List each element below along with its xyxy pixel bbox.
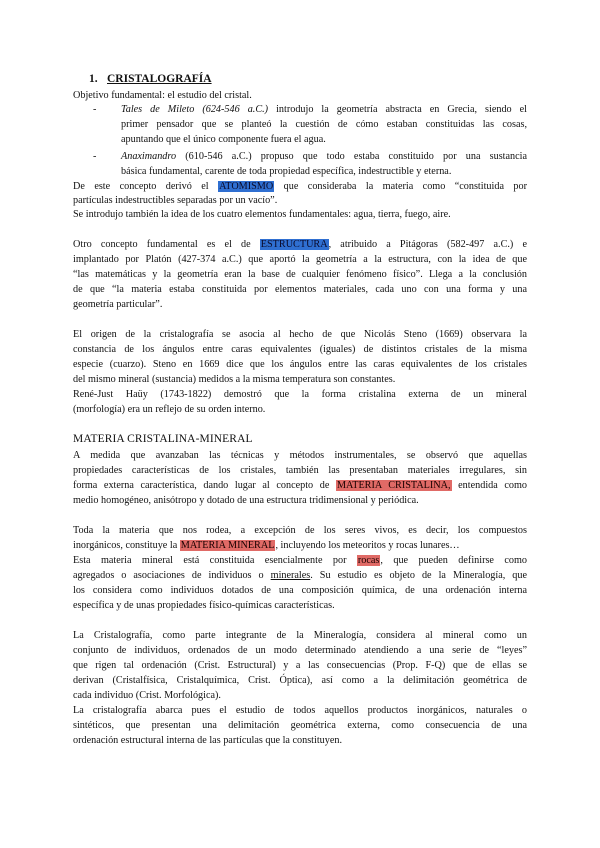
p6-line-2: conjunto de individuos, ordenados de un modo determinado atendiendo a una serie de “leyes” [73, 645, 527, 656]
text: que consideraba la materia como “constituida por [274, 181, 527, 192]
highlight-atomismo: ATOMISMO [219, 181, 274, 192]
highlight-materia-mineral: MATERIA MINERAL [180, 540, 275, 551]
bullet-1-line-2: primer pensador que se planteó la cuestión de cómo estaban constituidas las cosas, [121, 119, 527, 130]
bullet-1-name: Tales de Mileto (624-546 a.C.) [121, 104, 269, 115]
p4-line-3 [73, 479, 527, 493]
text: Otro concepto fundamental es el de [73, 239, 260, 250]
p3-line-6: (morfología) era un reflejo de su orden interno. [73, 404, 266, 415]
bullet-marker: - [93, 151, 97, 162]
p6-line-7: sintéticos, que presentan una delimitación geométrica externa, como consecuencia de una [73, 720, 527, 731]
p6-line-3: que rigen tal ordenación (Crist. Estructural) y a las consecuencias (Prop. F-Q) que de ellas se [73, 660, 527, 671]
bullet-2-text: (610-546 a.C.) propuso que todo estaba constituido por una sustancia [176, 151, 527, 162]
p3-line-1: El origen de la cristalografía se asocia al hecho de que Nicolás Steno (1669) observara la [73, 329, 527, 340]
text: . Su estudio es objeto de la Mineralogía, que [310, 570, 527, 581]
bullet-1-line-1 [121, 103, 527, 117]
p5-line-2 [73, 539, 527, 553]
p5-line-4 [73, 569, 527, 583]
p2-line-2: implantado por Platón (427-374 a.C.) que aportó la geometría a la estructura, con la idea de que [73, 254, 527, 265]
text: inorgánicos, constituye la [73, 540, 180, 551]
p4-line-2: propiedades características de los cristales, también las presentaban materiales irregulares, sin [73, 465, 527, 476]
text: , atribuido a Pitágoras (582-497 a.C.) e [328, 239, 527, 250]
text: forma externa característica, dando lugar al concepto de [73, 480, 336, 491]
objective-line: Objetivo fundamental: el estudio del cristal. [73, 90, 252, 101]
p1-line-1 [73, 180, 527, 194]
bullet-2-line-2: básica fundamental, carente de toda propiedad específica, indestructible y eterna. [121, 166, 452, 177]
bullet-2-name: Anaximandro [121, 151, 177, 162]
bullet-1-line-3: apuntando que el único componente fuera el agua. [121, 134, 326, 145]
bullet-2-line-1 [121, 150, 527, 164]
text: agregados o asociaciones de individuos o [73, 570, 271, 581]
heading-number: 1. [89, 73, 98, 85]
p3-line-3: especie (cuarzo). Steno en 1669 dice que los ángulos entre las caras equivalentes de los cristales [73, 359, 527, 370]
p6-line-8: ordenación estructural interna de las partículas que la constituyen. [73, 735, 343, 746]
p5-line-5: los considera como individuos dotados de una composición química, de una ordenación interna [73, 585, 527, 596]
highlight-rocas: rocas [357, 555, 380, 566]
heading-title: CRISTALOGRAFÍA [107, 73, 212, 85]
bullet-1-text: introdujo la geometría abstracta en Grecia, siendo el [268, 104, 527, 115]
text: , que pueden definirse como [380, 555, 527, 566]
p3-line-4: del mismo mineral (sustancia) medidos a la misma temperatura son constantes. [73, 374, 396, 385]
p5-line-1: Toda la materia que nos rodea, a excepción de los seres vivos, es decir, los compuestos [73, 525, 527, 536]
highlight-estructura: ESTRUCTURA [260, 239, 328, 250]
p5-line-3 [73, 554, 527, 568]
p1-line-2: partículas indestructibles separadas por un vacío”. [73, 195, 278, 206]
p2-line-3: “las matemáticas y la geometría eran la base de cualquier fenómeno físico”. Llega a la conclusión [73, 269, 527, 280]
p6-line-4: derivan (Cristalfísica, Cristalquímica, Crist. Óptica), así como a la delimitación geométrica de [73, 675, 527, 686]
p2-line-4: de que “la materia estaba constituida por elementos materiales, cada uno con una forma y una [73, 284, 527, 295]
p3-line-5: René-Just Haüy (1743-1822) demostró que la forma cristalina externa de un mineral [73, 389, 527, 400]
text: entendida como [451, 480, 527, 491]
p6-line-1: La Cristalografía, como parte integrante de la Mineralogía, considera al mineral como un [73, 630, 527, 641]
section-2-title: MATERIA CRISTALINA-MINERAL [73, 433, 253, 445]
text: De este concepto derivó el [73, 181, 219, 192]
bullet-marker: - [93, 104, 97, 115]
underlined-minerales: minerales [270, 570, 311, 581]
p6-line-5: cada individuo (Crist. Morfológica). [73, 690, 221, 701]
p5-line-6: específica y de unas propiedades físico-químicas características. [73, 600, 335, 611]
highlight-materia-cristalina: MATERIA CRISTALINA, [336, 480, 451, 491]
section-heading [89, 72, 543, 86]
p2-line-5: geometría particular”. [73, 299, 163, 310]
p3-line-2: constancia de los ángulos entre caras equivalentes (iguales) de distintos cristales de la misma [73, 344, 527, 355]
text: , incluyendo los meteoritos y rocas lunares… [275, 540, 460, 551]
p2-line-1 [73, 238, 527, 252]
p6-line-6: La cristalografía abarca pues el estudio de todos aquellos productos inorgánicos, naturales o [73, 705, 527, 716]
p4-line-4: medio homogéneo, anisótropo y dotado de una estructura tridimensional y periódica. [73, 495, 419, 506]
text: Esta materia mineral está constituida esencialmente por [73, 555, 357, 566]
p4-line-1: A medida que avanzaban las técnicas y métodos instrumentales, se observó que aquellas [73, 450, 527, 461]
p1-line-3: Se introdujo también la idea de los cuatro elementos fundamentales: agua, tierra, fuego, aire. [73, 209, 451, 220]
